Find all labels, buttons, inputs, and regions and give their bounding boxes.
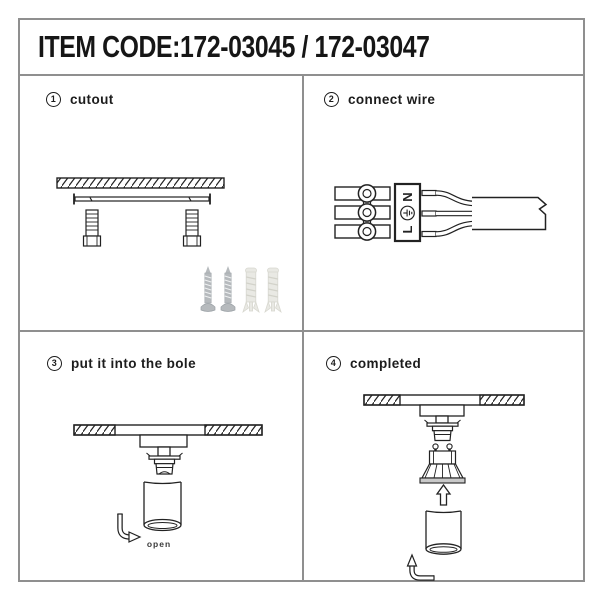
machine-screw-left bbox=[84, 210, 101, 246]
panel-step-3-put-into-hole bbox=[20, 332, 304, 580]
machine-screw-right bbox=[184, 210, 201, 246]
step-1-number-badge: 1 bbox=[46, 92, 61, 107]
wires bbox=[436, 193, 474, 234]
connect-wire-diagram bbox=[304, 76, 583, 330]
step-3-number-badge: 3 bbox=[47, 356, 62, 371]
wall-anchor-icon bbox=[243, 268, 259, 312]
open-direction-arrow bbox=[117, 514, 140, 542]
wire-leads bbox=[422, 191, 436, 237]
canopy-and-joint bbox=[140, 435, 187, 459]
step-4-number-badge: 4 bbox=[326, 356, 341, 371]
mounting-bracket bbox=[74, 194, 210, 205]
step-2-number-badge: 2 bbox=[324, 92, 339, 107]
steps-grid bbox=[18, 74, 585, 582]
panel-step-1-cutout bbox=[20, 76, 304, 332]
canopy-and-joint bbox=[420, 405, 464, 426]
step-3-text: put it into the bole bbox=[71, 356, 196, 371]
item-code-title: ITEM CODE:172-03045 / 172-03047 bbox=[38, 29, 430, 64]
lamp-socket bbox=[433, 426, 453, 440]
open-note: open bbox=[146, 539, 172, 549]
instruction-sheet bbox=[18, 18, 585, 582]
header bbox=[18, 18, 585, 74]
wall-anchor-icon bbox=[265, 268, 281, 312]
step-2-label bbox=[324, 92, 435, 107]
step-1-label bbox=[46, 92, 114, 107]
cable-sheath bbox=[472, 198, 546, 230]
shade-cylinder bbox=[144, 482, 181, 531]
step-3-label bbox=[47, 356, 196, 371]
ceiling-with-hole bbox=[74, 425, 262, 435]
terminal-block bbox=[335, 185, 390, 240]
step-4-text: completed bbox=[350, 356, 422, 371]
terminal-n-label: N bbox=[400, 192, 415, 202]
panel-step-2-connect-wire bbox=[304, 76, 583, 332]
terminal-label-strip bbox=[395, 184, 420, 241]
panel-step-4-completed bbox=[304, 332, 583, 580]
cutout-diagram bbox=[20, 76, 302, 330]
ceiling-cross-section bbox=[57, 178, 224, 188]
ceiling-with-hole bbox=[364, 395, 524, 405]
shade-cylinder bbox=[426, 511, 461, 554]
tapping-screw-icon bbox=[201, 266, 215, 312]
step-2-text: connect wire bbox=[348, 92, 436, 107]
lamp-socket bbox=[155, 459, 175, 474]
terminal-l-label: L bbox=[400, 225, 415, 234]
tapping-screw-icon bbox=[221, 266, 235, 312]
twist-up-arrow bbox=[408, 555, 435, 581]
up-arrow bbox=[437, 485, 450, 505]
step-4-label bbox=[326, 356, 421, 371]
gu10-bulb bbox=[420, 444, 465, 483]
step-1-text: cutout bbox=[70, 92, 114, 107]
